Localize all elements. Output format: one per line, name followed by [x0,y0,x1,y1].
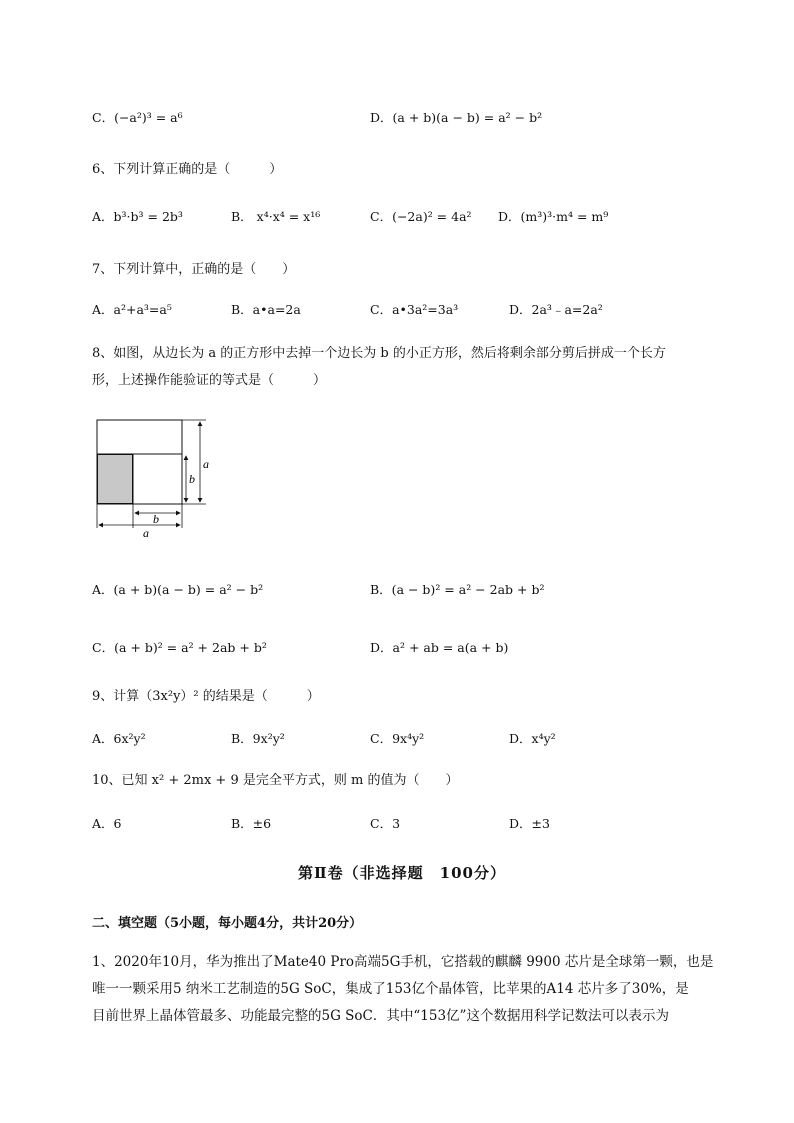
q10-option-a: A．6 [92,816,122,831]
q7-option-d: D．2a³﹣a=2a² [509,302,603,317]
label-a-right: a [203,457,209,471]
q6-option-b: B． x⁴·x⁴ = x¹⁶ [231,209,321,224]
q7-option-b: B．a•a=2a [231,302,301,317]
q8-option-c: C．(a + b)² = a² + 2ab + b² [92,640,267,655]
q9-option-d: D．x⁴y² [509,731,556,746]
q8-option-d: D．a² + ab = a(a + b) [370,640,509,655]
q5-option-c: C．(−a²)³ = a⁶ [92,110,183,125]
q9-stem: 9、计算（3x²y）² 的结果是（ ） [92,689,320,704]
shaded-region [98,455,133,504]
q9-option-c: C．9x⁴y² [370,731,425,746]
fill-q1-line3: 目前世界上晶体管最多、功能最完整的5G SoC．其中“153亿”这个数据用科学记数法可以表示为 [92,1008,669,1024]
q7-option-a: A．a²+a³=a⁵ [92,302,172,317]
part2-title: 第Ⅱ卷（非选择题 100分） [298,864,506,882]
q8-option-a: A．(a + b)(a − b) = a² − b² [92,582,264,597]
q8-stem-line2: 形，上述操作能验证的等式是（ ） [92,373,327,388]
q10-option-b: B．±6 [231,816,272,831]
section2-heading: 二、填空题（5小题，每小题4分，共计20分） [92,916,363,931]
label-b-right: b [189,472,195,486]
q8-option-b: B．(a − b)² = a² − 2ab + b² [370,582,545,597]
fill-q1-line1: 1、2020年10月，华为推出了Mate40 Pro高端5G手机，它搭载的麒麟 9900 芯片是全球第一颗，也是 [92,954,714,970]
q7-stem: 7、下列计算中，正确的是（ ） [92,262,296,277]
q6-option-c: C．(−2a)² = 4a² [370,209,472,224]
q10-option-c: C．3 [370,816,401,831]
q8-stem-line1: 8、如图，从边长为 a 的正方形中去掉一个边长为 b 的小正方形，然后将剩余部分剪后拼成一个长方 [92,346,666,361]
q10-stem: 10、已知 x² + 2mx + 9 是完全平方式，则 m 的值为（ ） [92,773,459,788]
q7-option-c: C．a•3a²=3a³ [370,302,459,317]
q6-stem: 6、下列计算正确的是（ ） [92,162,283,177]
q9-option-b: B．9x²y² [231,731,285,746]
q6-option-a: A．b³·b³ = 2b³ [92,209,183,224]
q10-option-d: D．±3 [509,816,550,831]
q9-option-a: A．6x²y² [92,731,146,746]
q5-option-d: D．(a + b)(a − b) = a² − b² [370,110,543,125]
q6-option-d: D．(m³)³·m⁴ = m⁹ [498,209,609,224]
q8-square-figure [88,412,228,542]
fill-q1-line2: 唯一一颗采用5 纳米工艺制造的5G SoC，集成了153亿个晶体管，比苹果的A14 芯片多了30%，是 [92,981,689,997]
label-a-bottom: a [143,526,149,540]
label-b-bottom: b [153,512,159,526]
